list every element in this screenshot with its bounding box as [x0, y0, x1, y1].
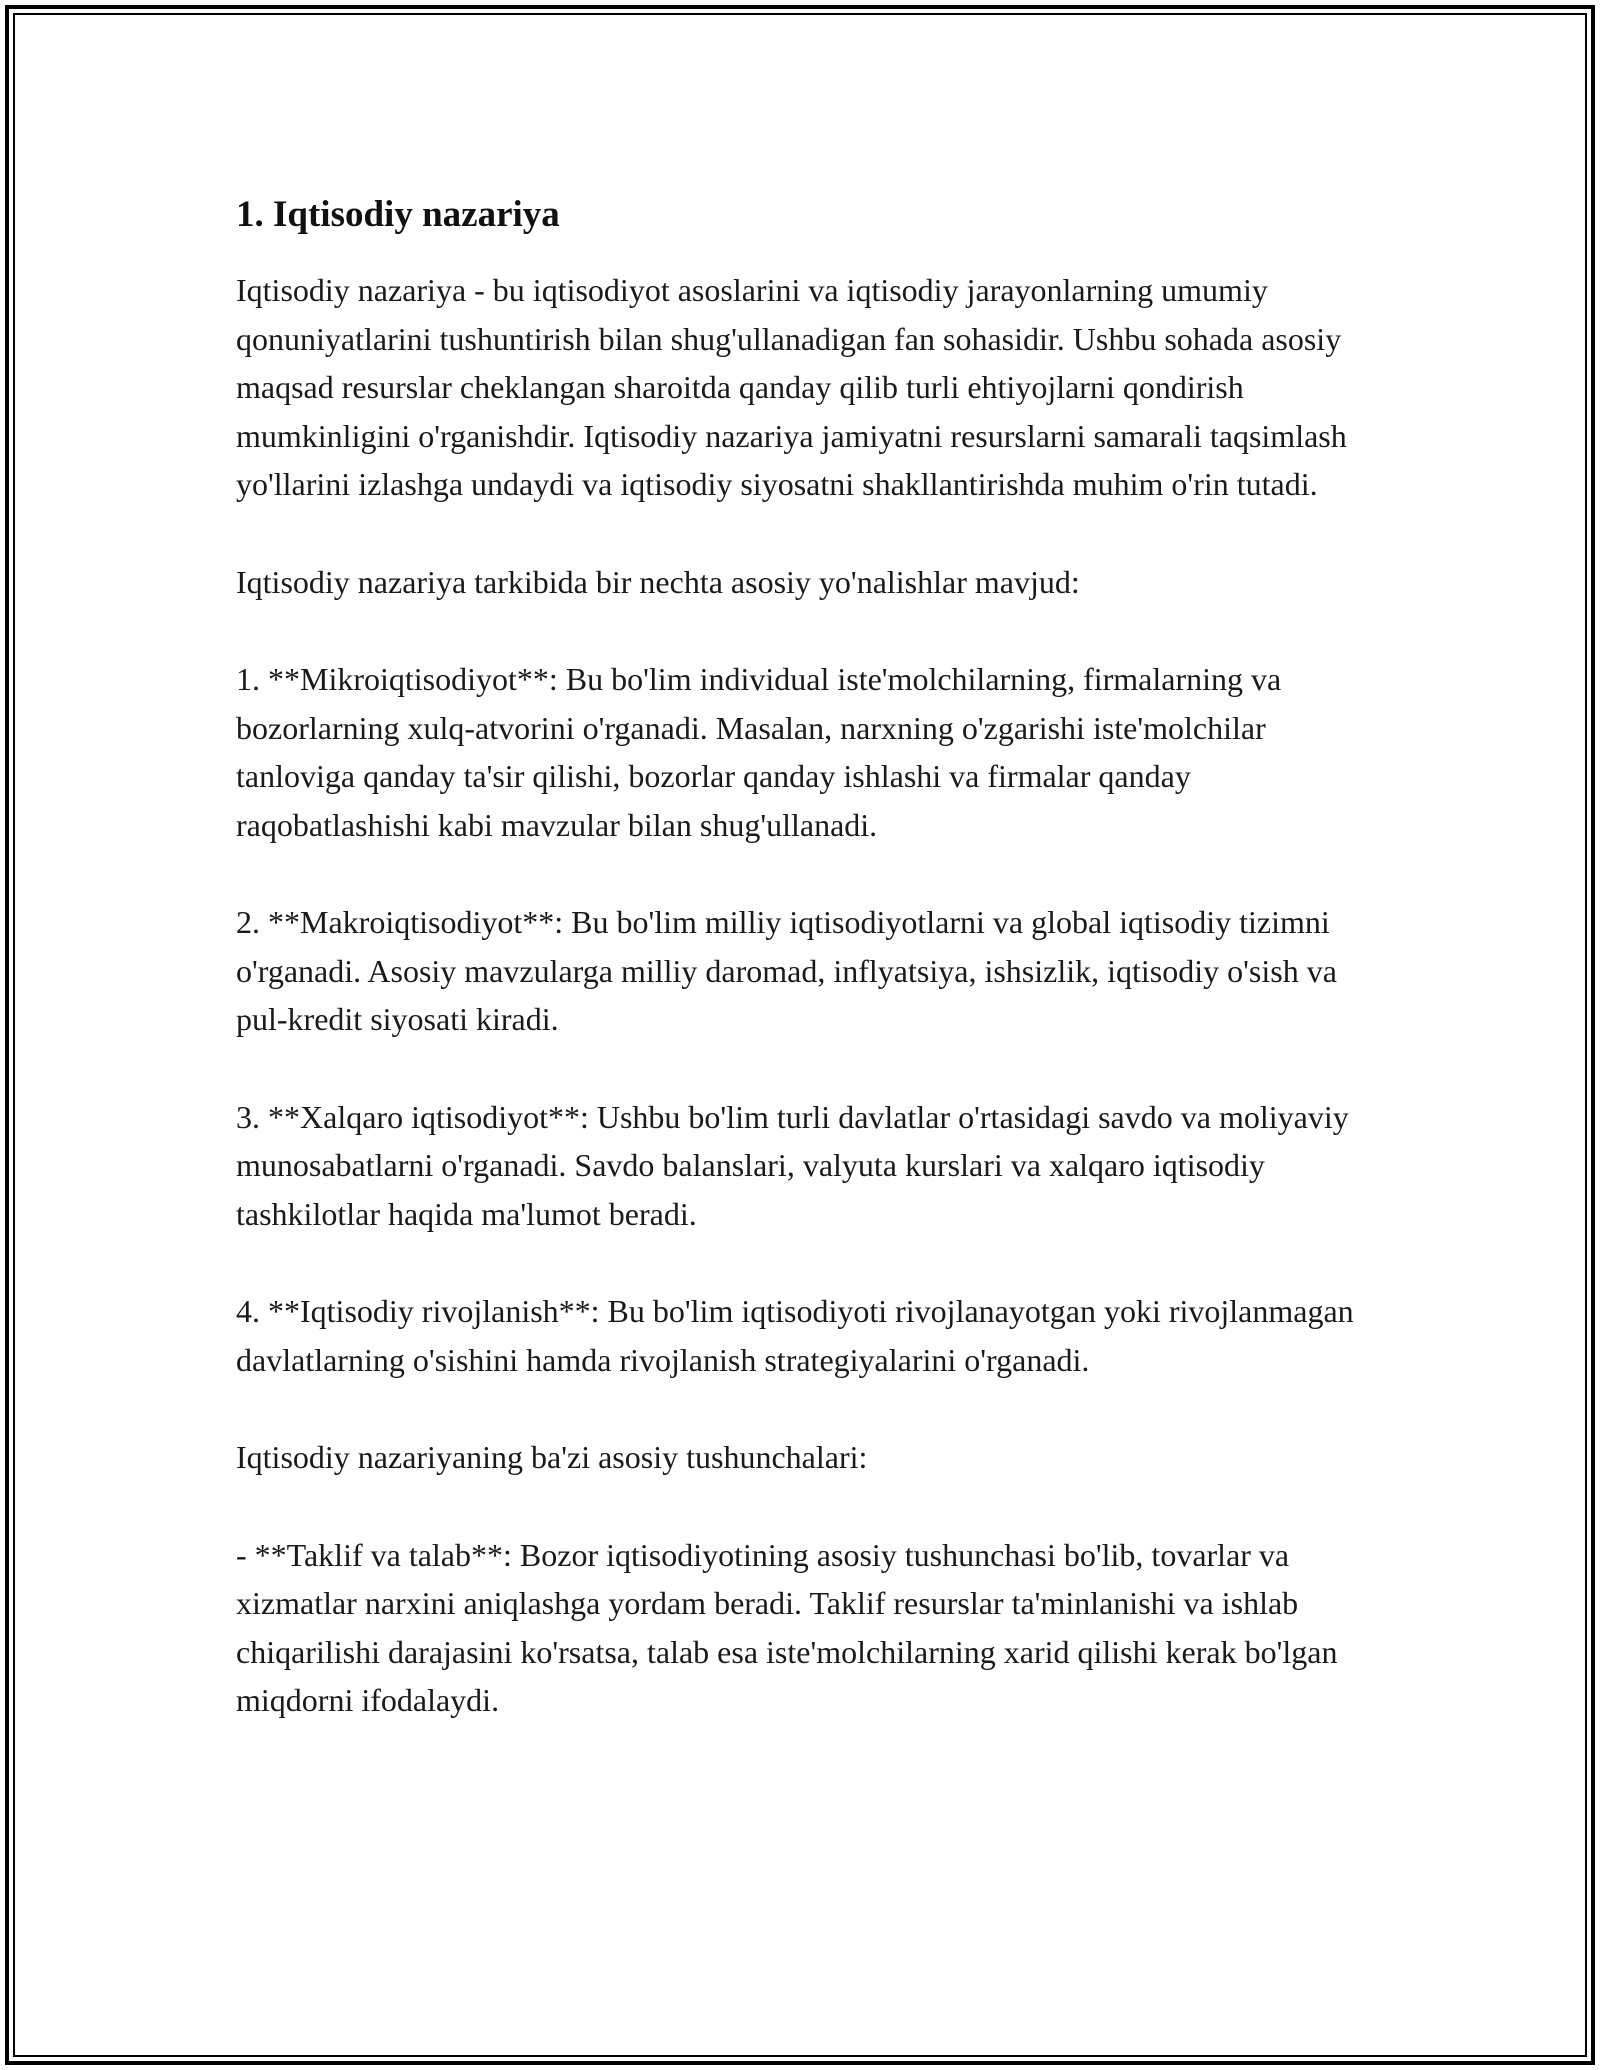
directions-intro-paragraph: Iqtisodiy nazariya tarkibida bir nechta asosiy yo'nalishlar mavjud:: [236, 563, 1080, 600]
concepts-intro-paragraph: Iqtisodiy nazariyaning ba'zi asosiy tushunchalari:: [236, 1439, 868, 1475]
list-item-microeconomics: 1. **Mikroiqtisodiyot**: Bu bo'lim individual iste'molchilarning, firmalarning va bozorlarning xulq-atvorini o'rganadi. Masalan, narxning o'zgarishi iste'molchilar tanloviga qanday ta'sir qilishi, bozorlar qanday ishlashi va firmalar qanday raqobatlashishi kabi mavzular bilan shug'ullanadi.: [236, 661, 1282, 843]
list-item-international-economics: 3. **Xalqaro iqtisodiyot**: Ushbu bo'lim turli davlatlar o'rtasidagi savdo va moliyaviy munosabatlarni o'rganadi. Savdo balanslari, valyuta kurslari va xalqaro iqtisodiy tashkilotlar haqida ma'lumot beradi.: [236, 1098, 1349, 1232]
section-heading: 1. Iqtisodiy nazariya: [236, 194, 560, 235]
list-item-economic-development: 4. **Iqtisodiy rivojlanish**: Bu bo'lim iqtisodiyoti rivojlanayotgan yoki rivojlanmagan davlatlarning o'sishini hamda rivojlanish strategiyalarini o'rganadi.: [236, 1293, 1354, 1378]
list-item-macroeconomics: 2. **Makroiqtisodiyot**: Bu bo'lim milliy iqtisodiyotlarni va global iqtisodiy tizimni o'rganadi. Asosiy mavzularga milliy daromad, inflyatsiya, ishsizlik, iqtisodiy o'sish va pul-kredit siyosati kiradi.: [236, 904, 1337, 1037]
document-body: [236, 188, 1366, 1725]
bullet-item-supply-demand: - **Taklif va talab**: Bozor iqtisodiyotining asosiy tushunchasi bo'lib, tovarlar va xizmatlar narxini aniqlashga yordam beradi. Taklif resurslar ta'minlanishi va ishlab chiqarilishi darajasini ko'rsatsa, talab esa iste'molchilarning xarid qilishi kerak bo'lgan miqdorni ifodalaydi.: [236, 1536, 1338, 1718]
intro-paragraph: Iqtisodiy nazariya - bu iqtisodiyot asoslarini va iqtisodiy jarayonlarning umumiy qonuniyatlarini tushuntirish bilan shug'ullanadigan fan sohasidir. Ushbu sohada asosiy maqsad resurslar cheklangan sharoitda qanday qilib turli ehtiyojlarni qondirish mumkinligini o'rganishdir. Iqtisodiy nazariya jamiyatni resurslarni samarali taqsimlash yo'llarini izlashga undaydi va iqtisodiy siyosatni shakllantirishda muhim o'rin tutadi.: [236, 272, 1347, 502]
